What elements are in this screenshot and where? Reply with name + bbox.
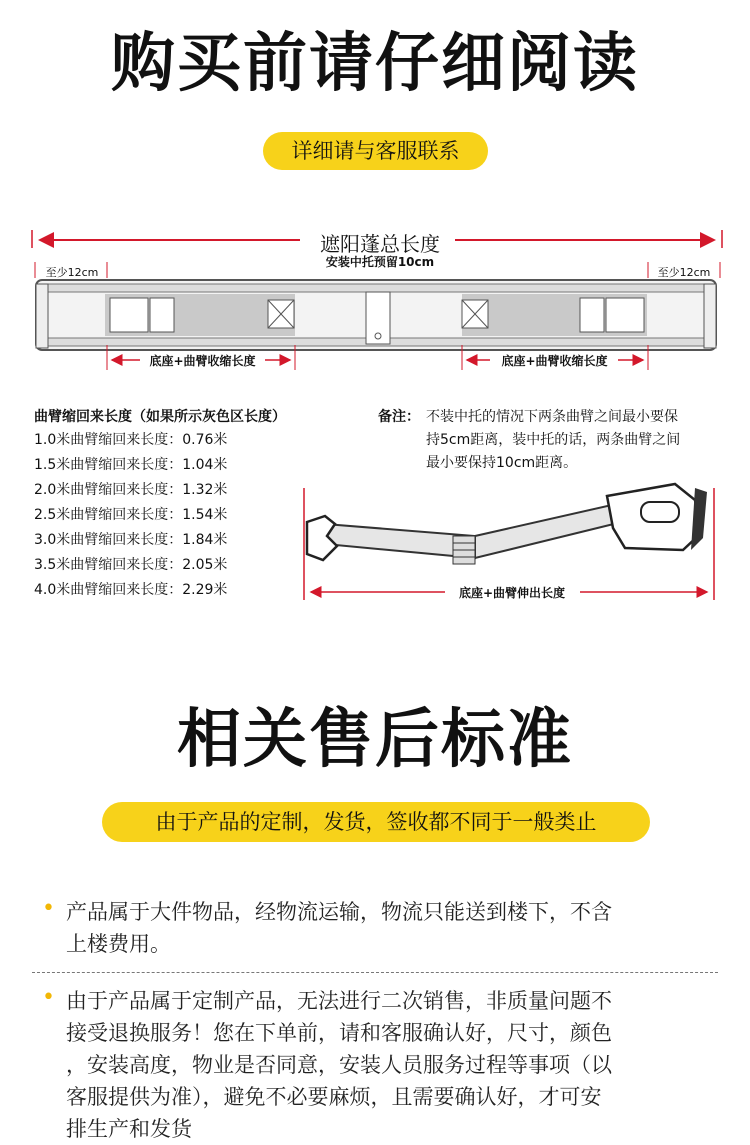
extend-length-label: 底座+曲臂伸出长度 bbox=[458, 586, 566, 600]
contact-pill: 详细请与客服联系 bbox=[263, 132, 488, 170]
bullet-1-line: 上楼费用。 bbox=[66, 932, 171, 956]
divider bbox=[32, 972, 718, 973]
custom-notice-pill: 由于产品的定制，发货，签收都不同于一般类止 bbox=[102, 802, 650, 842]
bullet-2-line: 客服提供为准），避免不必要麻烦，且需要确认好，才可安 bbox=[66, 1085, 602, 1109]
bullet-1 bbox=[66, 896, 612, 960]
note-line-2: 持5cm距离，装中托的话，两条曲臂之间 bbox=[426, 432, 681, 448]
retract-left-label: 底座+曲臂收缩长度 bbox=[149, 354, 256, 368]
note-label: 备注： bbox=[378, 409, 420, 425]
min-right-label: 至少12cm bbox=[657, 266, 711, 279]
list-item: 3.5米曲臂缩回来长度：2.05米 bbox=[34, 557, 228, 573]
list-item: 1.0米曲臂缩回来长度：0.76米 bbox=[34, 432, 228, 448]
list-item: 3.0米曲臂缩回来长度：1.84米 bbox=[34, 532, 228, 548]
bullet-2-line: 接受退换服务！您在下单前，请和客服确认好，尺寸，颜色 bbox=[66, 1021, 612, 1045]
bullet-1-line: 产品属于大件物品，经物流运输，物流只能送到楼下，不含 bbox=[66, 900, 612, 924]
page-title: 购买前请仔细阅读 bbox=[111, 27, 639, 101]
note-line-1: 不装中托的情况下两条曲臂之间最小要保 bbox=[426, 409, 678, 425]
total-length-label: 遮阳蓬总长度 bbox=[320, 232, 440, 256]
retract-list bbox=[34, 428, 227, 603]
note-line-3: 最小要保持10cm距离。 bbox=[426, 455, 578, 471]
list-item: 4.0米曲臂缩回来长度：2.29米 bbox=[34, 582, 228, 598]
retract-list-heading: 曲臂缩回来长度（如果所示灰色区长度） bbox=[34, 409, 286, 425]
bullet-dot-icon: • bbox=[42, 985, 55, 1010]
list-item: 2.0米曲臂缩回来长度：1.32米 bbox=[34, 482, 228, 498]
bullet-2-line: 排生产和发货 bbox=[66, 1117, 192, 1141]
min-left-label: 至少12cm bbox=[45, 266, 99, 279]
bullet-dot-icon: • bbox=[42, 896, 55, 921]
bullet-2-line: ，安装高度，物业是否同意，安装人员服务过程等事项（以 bbox=[66, 1053, 612, 1077]
bullet-2-line: 由于产品属于定制产品，无法进行二次销售，非质量问题不 bbox=[66, 989, 612, 1013]
retract-right-label: 底座+曲臂收缩长度 bbox=[501, 354, 608, 368]
list-item: 2.5米曲臂缩回来长度：1.54米 bbox=[34, 507, 228, 523]
center-reserve-label: 安装中托预留10cm bbox=[325, 255, 435, 269]
list-item: 1.5米曲臂缩回来长度：1.04米 bbox=[34, 457, 228, 473]
bullet-2 bbox=[66, 985, 612, 1145]
after-sales-title: 相关售后标准 bbox=[177, 703, 573, 777]
